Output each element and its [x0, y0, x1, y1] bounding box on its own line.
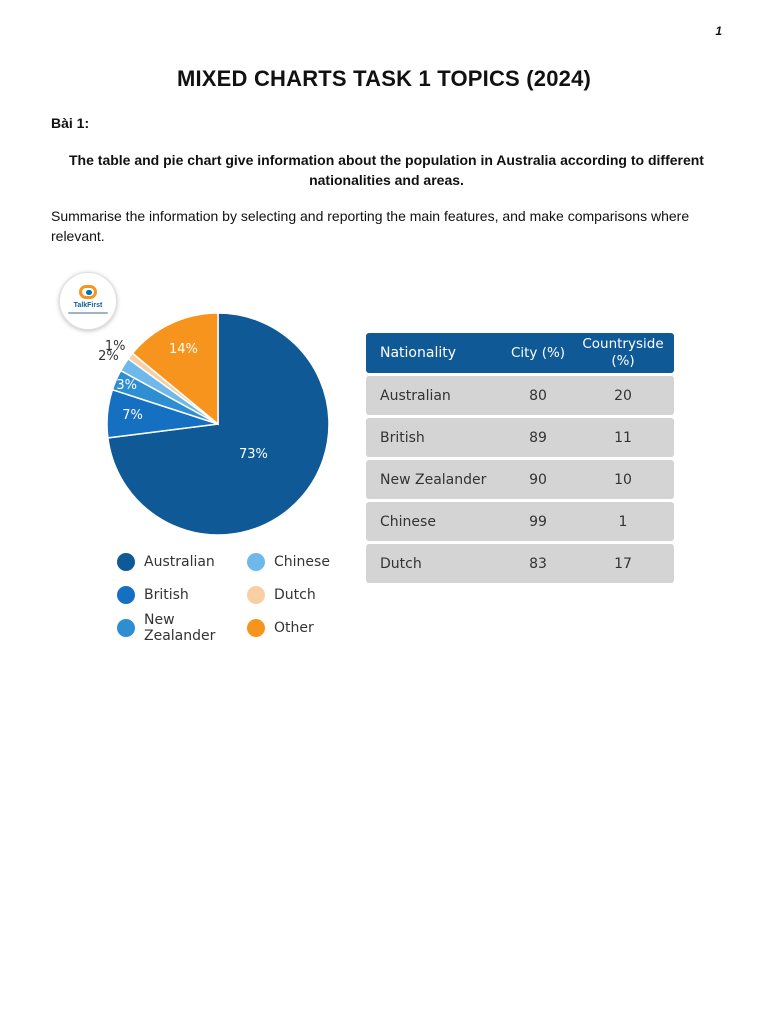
- pie-value-label: 1%: [104, 339, 126, 355]
- legend-swatch: [117, 553, 135, 571]
- legend-item: [247, 552, 347, 571]
- legend-item: [117, 552, 247, 571]
- legend-label: Australian: [144, 553, 215, 570]
- legend-label: Dutch: [274, 586, 316, 603]
- table-cell-nationality: New Zealander: [380, 471, 487, 488]
- table-cell-nationality: British: [380, 429, 425, 446]
- table-row: [366, 502, 674, 541]
- legend-label: Other: [274, 619, 314, 636]
- table-cell-countryside: 1: [618, 513, 628, 530]
- pie-value-label: 3%: [116, 378, 138, 394]
- legend-label: British: [144, 586, 189, 603]
- speech-bubble-icon: [79, 285, 97, 299]
- table-body: [366, 376, 674, 583]
- table-row: [366, 460, 674, 499]
- table-cell-city: 83: [529, 555, 547, 572]
- table-cell-city: 89: [529, 429, 547, 446]
- task-prompt: The table and pie chart give information about the population in Australia according to different nationalities and areas.: [69, 152, 704, 188]
- table-cell-countryside: 17: [614, 555, 632, 572]
- legend-item: [117, 585, 247, 604]
- pie-value-label: 73%: [239, 446, 268, 462]
- table-row: [366, 544, 674, 583]
- table-header: [366, 333, 674, 373]
- table-cell-city: 99: [529, 513, 547, 530]
- legend-item: [117, 611, 247, 644]
- legend-label: New Zealander: [144, 611, 216, 644]
- table-cell-nationality: Dutch: [380, 555, 422, 572]
- table-cell-countryside: 11: [614, 429, 632, 446]
- exercise-label: Bài 1:: [51, 115, 90, 131]
- table-row: [366, 376, 674, 415]
- table-cell-nationality: Chinese: [380, 513, 436, 530]
- legend-swatch: [247, 553, 265, 571]
- pie-value-label: 14%: [169, 341, 198, 357]
- legend-swatch: [117, 586, 135, 604]
- pie-value-label: 7%: [122, 408, 143, 424]
- table-header-city: City (%): [510, 344, 566, 361]
- table-cell-countryside: 20: [614, 387, 632, 404]
- table-cell-countryside: 10: [614, 471, 632, 488]
- table-header-countryside: Countryside (%): [582, 336, 664, 369]
- legend-label: Chinese: [274, 553, 330, 570]
- table-cell-city: 90: [529, 471, 547, 488]
- page-number: 1: [715, 24, 722, 38]
- table-cell-nationality: Australian: [380, 387, 451, 404]
- pie-legend: [117, 552, 347, 644]
- population-table: [366, 333, 674, 583]
- legend-swatch: [117, 619, 135, 637]
- document-title: MIXED CHARTS TASK 1 TOPICS (2024): [176, 66, 592, 91]
- legend-swatch: [247, 586, 265, 604]
- pie-value-label: 2%: [98, 348, 119, 364]
- pie-chart: [88, 300, 348, 550]
- table-header-nationality: Nationality: [380, 345, 457, 361]
- legend-swatch: [247, 619, 265, 637]
- legend-item: [247, 618, 347, 637]
- logo-text: TalkFirst: [73, 302, 103, 309]
- table-row: [366, 418, 674, 457]
- legend-item: [247, 585, 347, 604]
- task-instructions: Summarise the information by selecting and reporting the main features, and make comparisons where relevant.: [51, 208, 690, 244]
- table-cell-city: 80: [529, 387, 547, 404]
